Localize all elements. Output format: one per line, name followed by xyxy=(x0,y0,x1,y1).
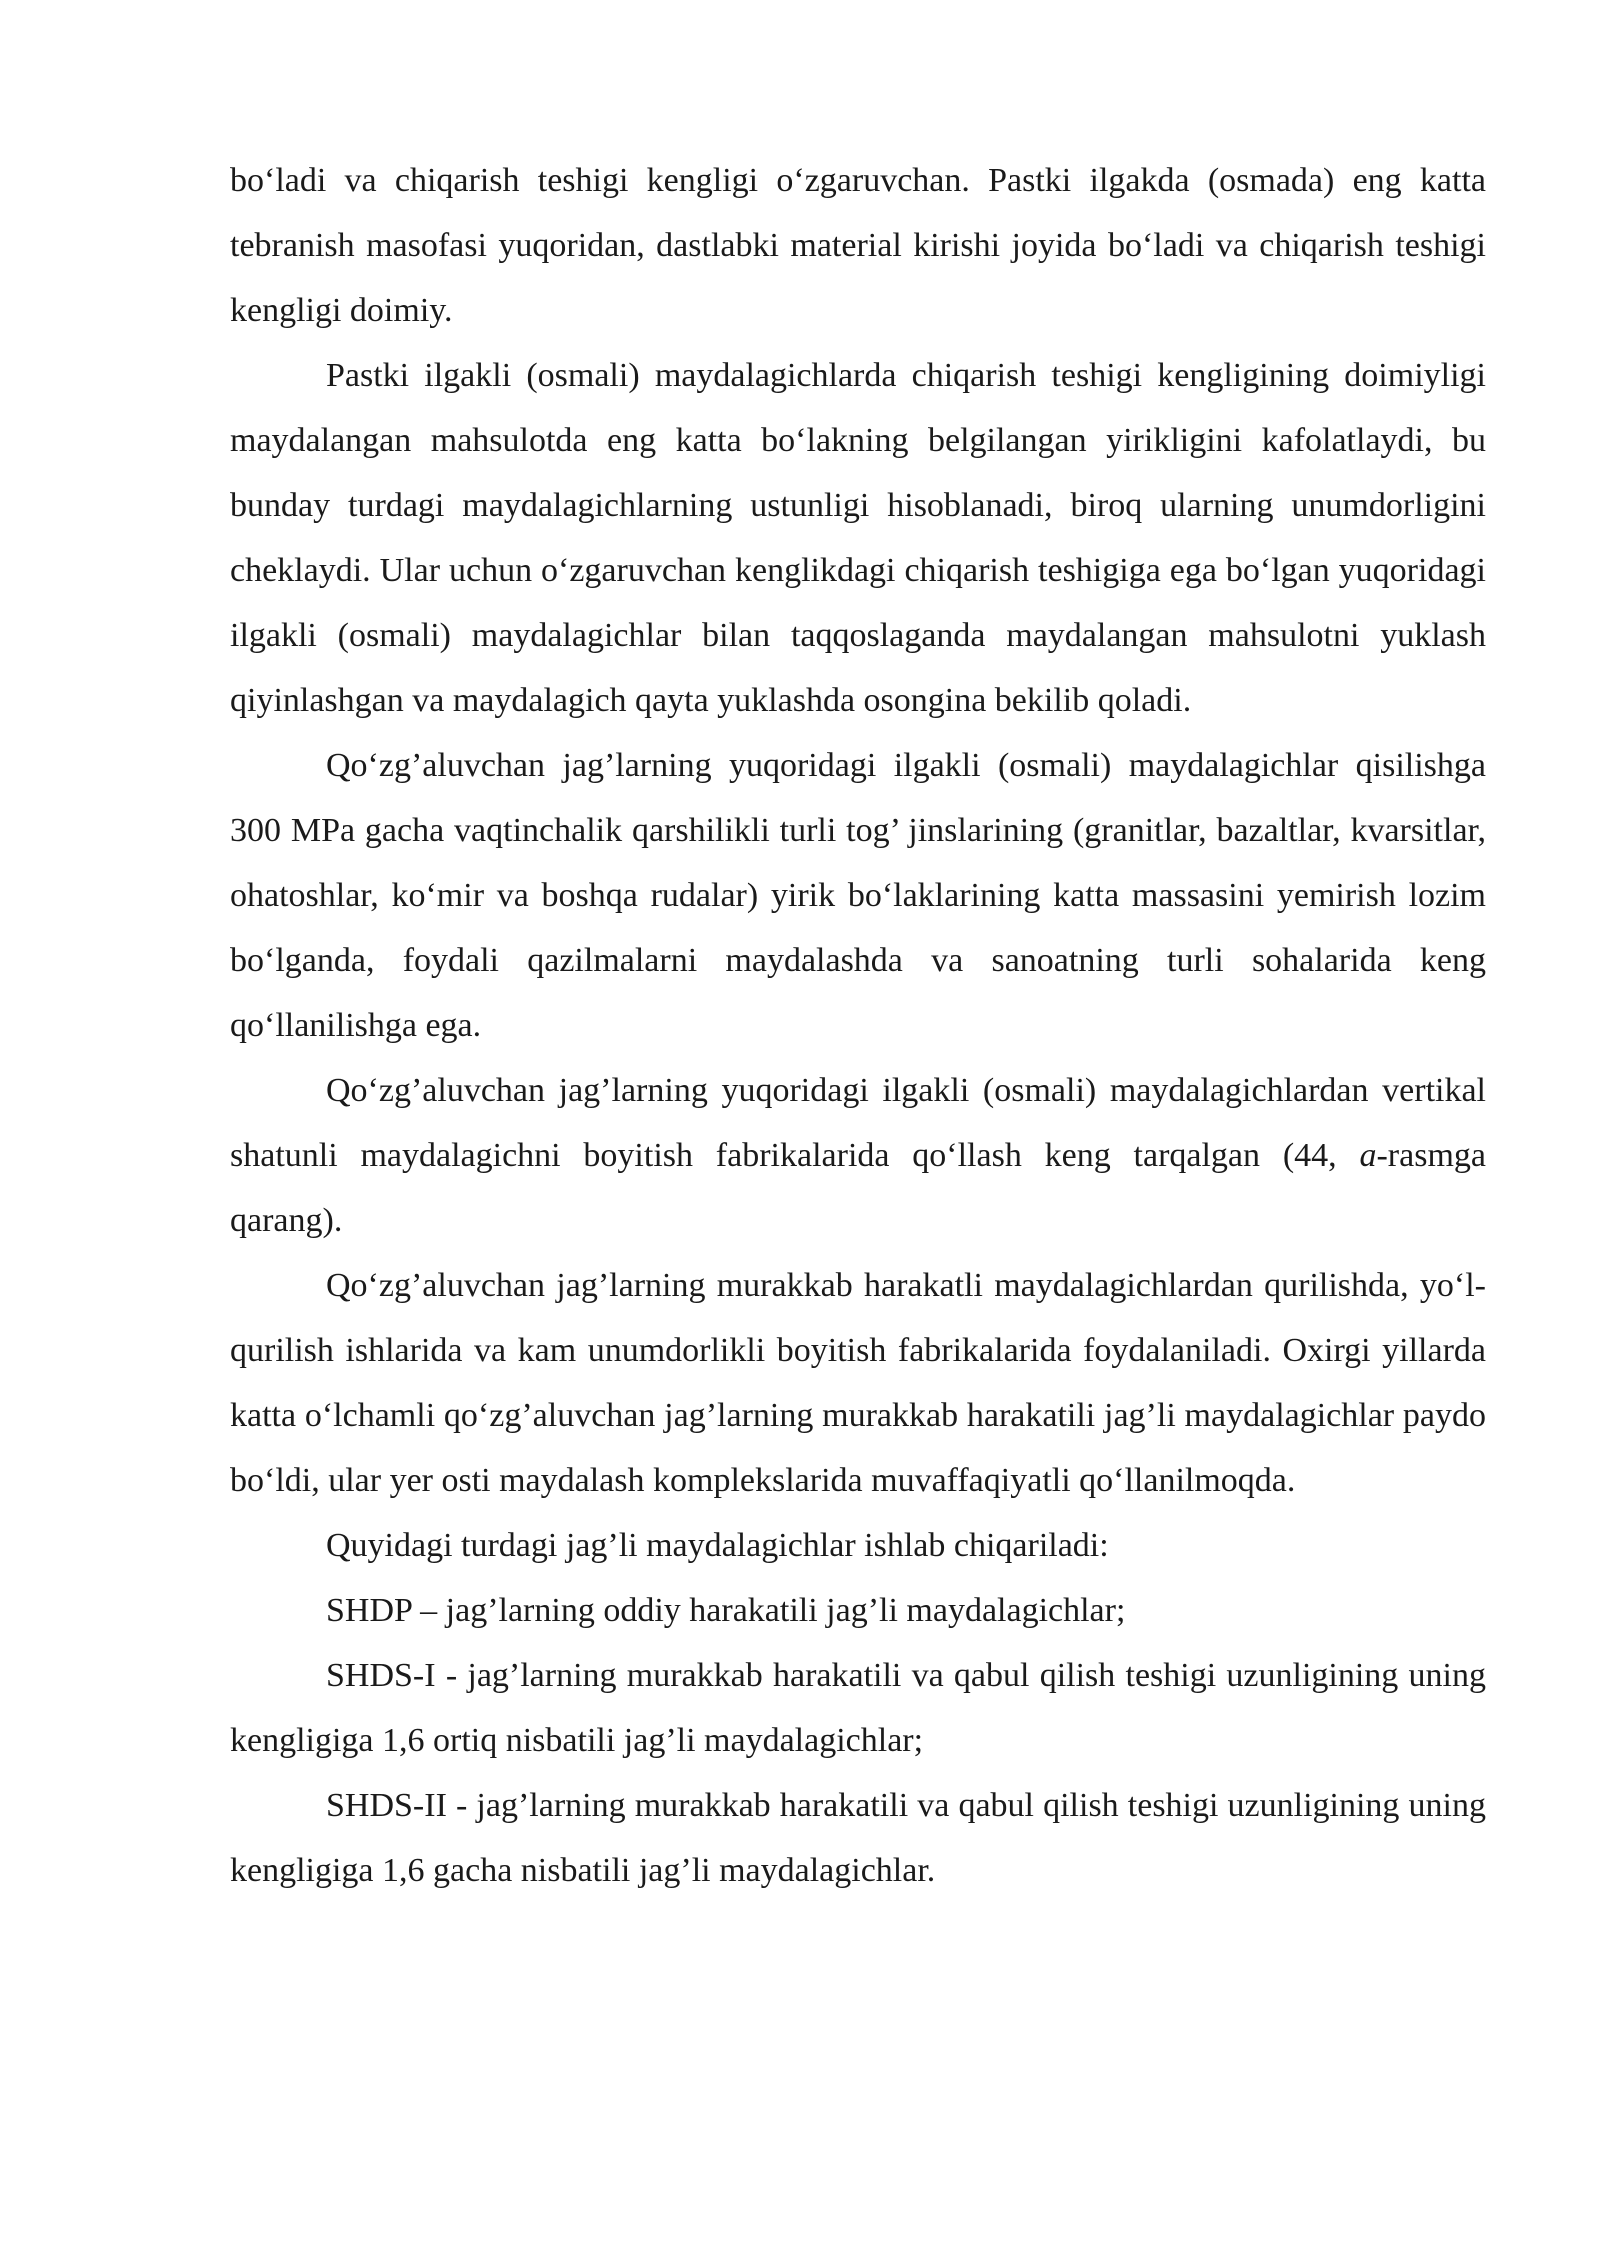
body-text xyxy=(230,148,1486,1903)
type-item-shds-i: SHDS-I - jag’larning murakkab harakatili va qabul qilish teshigi uzunligining uning kengligiga 1,6 ortiq nisbatili jag’li maydalagichlar; xyxy=(230,1657,1486,1759)
paragraph-types-intro: Quyidagi turdagi jag’li maydalagichlar ishlab chiqariladi: xyxy=(326,1527,1109,1564)
type-item-shdp: SHDP – jag’larning oddiy harakatili jag’li maydalagichlar; xyxy=(326,1592,1126,1629)
paragraph-yuqoridagi-ilgakli-usage: Qo‘zg’aluvchan jag’larning yuqoridagi ilgakli (osmali) maydalagichlar qisilishga 300 MPa gacha vaqtinchalik qarshilikli turli tog’ jinslarining (granitlar, bazaltlar, kvarsitlar, ohatoshlar, ko‘mir va boshqa rudalar) yirik bo‘laklarining katta massasini yemirish lozim bo‘lganda, foydali qazilmalarni maydalashda va sanoatning turli sohalarida keng qo‘llanilishga ega. xyxy=(230,747,1486,1044)
paragraph-continuation: bo‘ladi va chiqarish teshigi kengligi o‘zgaruvchan. Pastki ilgakda (osmada) eng katta tebranish masofasi yuqoridan, dastlabki material kirishi joyida bo‘ladi va chiqarish teshigi kengligi doimiy. xyxy=(230,162,1486,329)
type-item-shds-ii: SHDS-II - jag’larning murakkab harakatili va qabul qilish teshigi uzunligining uning kengligiga 1,6 gacha nisbatili jag’li maydalagichlar. xyxy=(230,1787,1486,1889)
paragraph-vertikal-shatunli xyxy=(230,1058,1486,1253)
paragraph-vertikal-shatunli-main: Qo‘zg’aluvchan jag’larning yuqoridagi ilgakli (osmali) maydalagichlardan vertikal shatunli maydalagichni boyitish fabrikalarida qo‘llash keng tarqalgan (44, xyxy=(230,1072,1486,1174)
figure-reference-letter: a xyxy=(1359,1137,1377,1174)
paragraph-murakkab-harakatli: Qo‘zg’aluvchan jag’larning murakkab harakatli maydalagichlardan qurilishda, yo‘l-qurilish ishlarida va kam unumdorlikli boyitish fabrikalarida foydalaniladi. Oxirgi yillarda katta o‘lchamli qo‘zg’aluvchan jag’larning murakkab harakatili jag’li maydalagichlar paydo bo‘ldi, ular yer osti maydalash komplekslarida muvaffaqiyatli qo‘llanilmoqda. xyxy=(230,1267,1486,1499)
paragraph-vertikal-shatunli-tail: -rasmga qarang). xyxy=(230,1137,1486,1239)
paragraph-pastki-ilgakli: Pastki ilgakli (osmali) maydalagichlarda chiqarish teshigi kengligining doimiyligi maydalangan mahsulotda eng katta bo‘lakning belgilangan yirikligini kafolatlaydi, bu bunday turdagi maydalagichlarning ustunligi hisoblanadi, biroq ularning unumdorligini cheklaydi. Ular uchun o‘zgaruvchan kenglikdagi chiqarish teshigiga ega bo‘lgan yuqoridagi ilgakli (osmali) maydalagichlar bilan taqqoslaganda maydalangan mahsulotni yuklash qiyinlashgan va maydalagich qayta yuklashda osongina bekilib qoladi. xyxy=(230,357,1486,719)
